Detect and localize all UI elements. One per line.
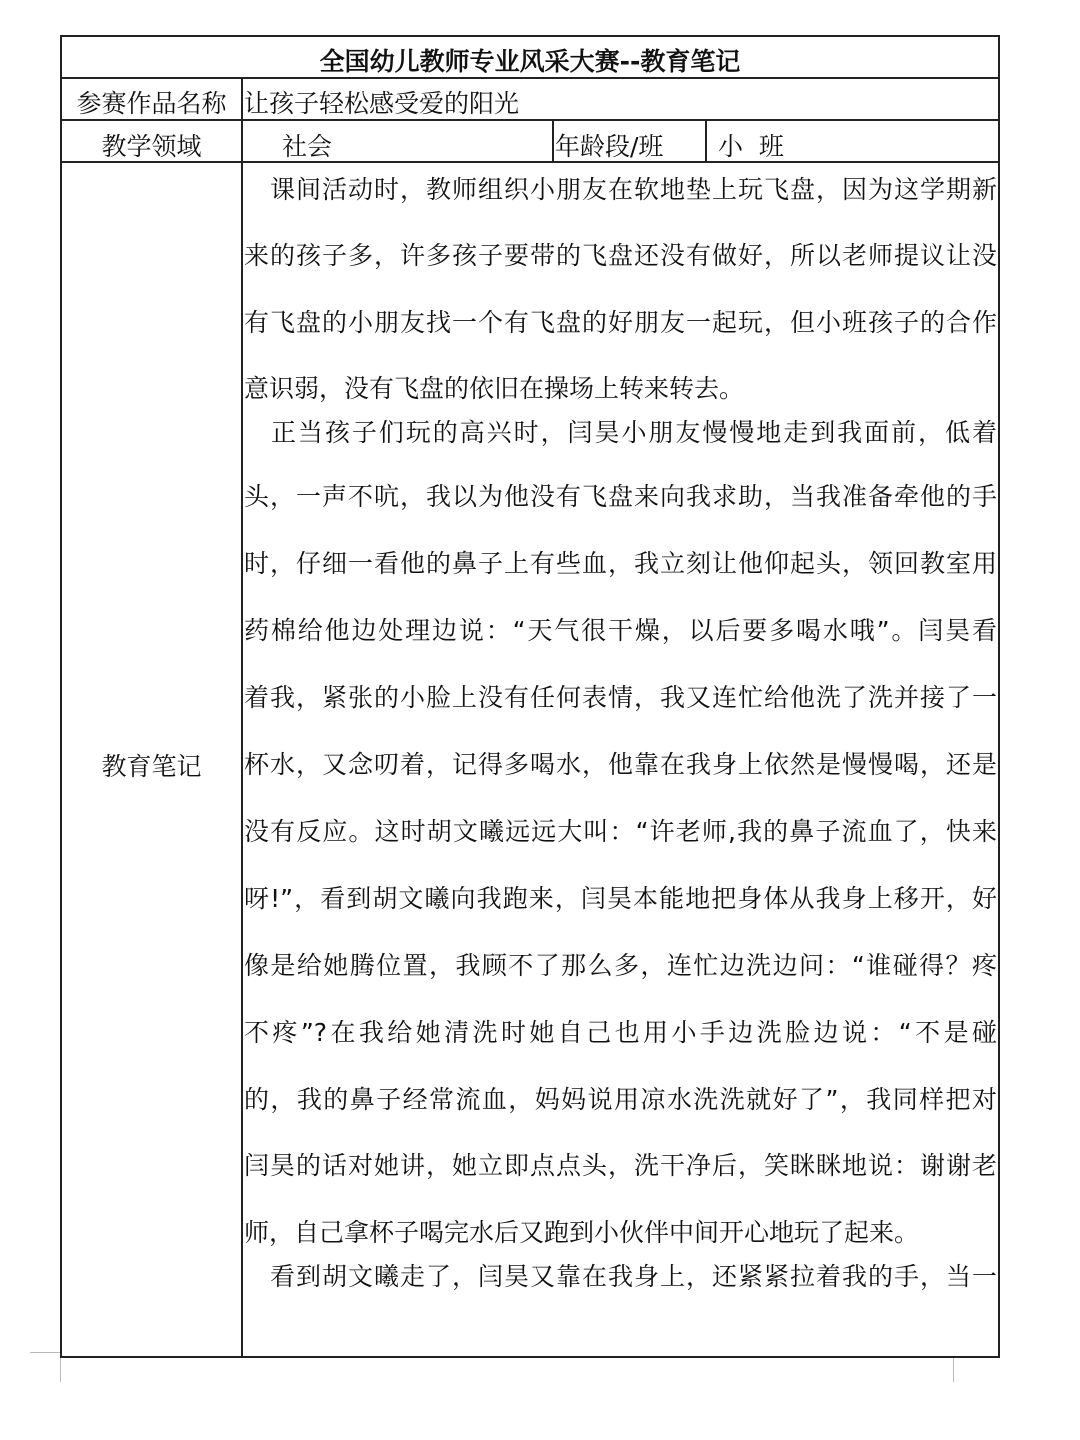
table-border-right — [998, 35, 1000, 1358]
notes-label: 教育笔记 — [101, 752, 202, 781]
notes-line: 的，我的鼻子经常流血，妈妈说用凉水洗洗就好了”，我同样把对 — [244, 1085, 997, 1114]
age-label: 年龄段/班 — [555, 132, 664, 161]
notes-line: 时，仔细一看他的鼻子上有些血，我立刻让他仰起头，领回教室用 — [244, 549, 997, 578]
table-column-divider — [241, 77, 243, 1358]
notes-line: 课间活动时，教师组织小朋友在软地垫上玩飞盘，因为这学期新 — [244, 175, 997, 204]
table-column-divider — [552, 119, 554, 162]
entry-name-value: 让孩子轻松感受爱的阳光 — [244, 89, 520, 118]
table-column-divider — [705, 119, 707, 162]
notes-line: 师，自己拿杯子喝完水后又跑到小伙伴中间开心地玩了起来。 — [244, 1218, 920, 1247]
notes-line: 意识弱，没有飞盘的依旧在操场上转来转去。 — [244, 374, 745, 403]
document-title: 全国幼儿教师专业风采大赛--教育笔记 — [319, 47, 741, 76]
notes-line: 闫昊的话对她讲，她立即点点头，洗干净后，笑眯眯地说：谢谢老 — [244, 1151, 997, 1180]
domain-value: 社会 — [282, 132, 333, 161]
page-corner-mark — [60, 1358, 61, 1382]
notes-line: 来的孩子多，许多孩子要带的飞盘还没有做好，所以老师提议让没 — [244, 241, 997, 270]
notes-line: 头，一声不吭，我以为他没有飞盘来向我求助，当我准备牵他的手 — [244, 482, 997, 511]
notes-line: 药棉给他边处理边说：“天气很干燥，以后要多喝水哦”。闫昊看 — [244, 616, 997, 645]
age-value: 小 班 — [718, 132, 784, 161]
page-corner-mark — [30, 1352, 60, 1353]
notes-line: 看到胡文曦走了，闫昊又靠在我身上，还紧紧拉着我的手，当一 — [244, 1262, 997, 1291]
notes-line: 正当孩子们玩的高兴时，闫昊小朋友慢慢地走到我面前，低着 — [244, 418, 997, 447]
table-border-left — [60, 35, 62, 1358]
notes-line: 不疼”?在我给她清洗时她自己也用小手边洗脸边说：“不是碰 — [244, 1018, 997, 1047]
table-border-bottom — [60, 1356, 1000, 1358]
notes-line: 着我，紧张的小脸上没有任何表情，我又连忙给他洗了洗并接了一 — [244, 683, 997, 712]
entry-name-label: 参赛作品名称 — [76, 89, 227, 118]
domain-label: 教学领域 — [101, 132, 202, 161]
notes-line: 没有反应。这时胡文曦远远大叫：“许老师,我的鼻子流血了，快来 — [244, 817, 997, 846]
notes-line: 杯水，又念叨着，记得多喝水，他靠在我身上依然是慢慢喝，还是 — [244, 750, 997, 779]
notes-line: 有飞盘的小朋友找一个有飞盘的好朋友一起玩，但小班孩子的合作 — [244, 308, 997, 337]
notes-line: 像是给她腾位置，我顾不了那么多，连忙边洗边问：“谁碰得？疼 — [244, 951, 997, 980]
table-border-top — [60, 35, 1000, 37]
notes-line: 呀!”，看到胡文曦向我跑来，闫昊本能地把身体从我身上移开，好 — [244, 884, 997, 913]
page-corner-mark — [953, 1358, 954, 1382]
